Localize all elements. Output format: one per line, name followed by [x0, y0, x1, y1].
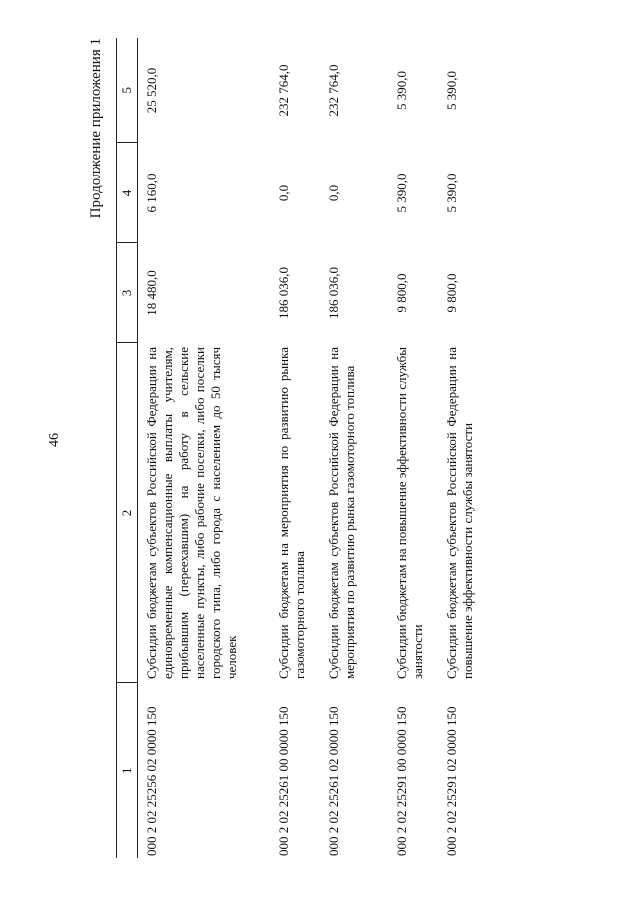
- description-cell: Субсидии бюджетам субъектов Российской Федерации на мероприятия по развитию рынка газомоторного топлива: [326, 347, 357, 679]
- value-cell-col5: 5 390,0: [394, 71, 409, 110]
- value-cell-col4: 5 390,0: [394, 173, 409, 213]
- page-number: 46: [47, 433, 62, 447]
- budget-code-cell: 000 2 02 25261 02 0000 150: [326, 706, 341, 856]
- value-cell-col4: 5 390,0: [444, 173, 459, 213]
- table-row: [320, 38, 388, 858]
- budget-code-cell: 000 2 02 25291 02 0000 150: [444, 706, 459, 856]
- value-cell-col4: 0,0: [276, 184, 291, 202]
- table-row: [138, 38, 271, 858]
- value-cell-col5: 5 390,0: [444, 71, 459, 110]
- table-row: [270, 38, 320, 858]
- table-row: [388, 38, 438, 858]
- rotated-page-content: [88, 38, 528, 858]
- description-cell: Субсидии бюджетам субъектов Российской Федерации на единовременные компенсационные выплаты учителям, прибывшим (переехавшим) на работу в сельские населенные пункты, либо рабочие поселки, либо поселки городского типа, либо города с населением до 50 тысяч человек: [144, 347, 239, 679]
- description-cell: Субсидии бюджетам на повышение эффективности службы занятости: [394, 347, 425, 679]
- value-cell-col3: 9 800,0: [444, 273, 459, 313]
- continuation-label: Продолжение приложения 1: [88, 38, 104, 219]
- value-cell-col3: 186 036,0: [276, 267, 291, 319]
- column-header: 2: [117, 343, 138, 683]
- value-cell-col3: 9 800,0: [394, 273, 409, 313]
- budget-code-cell: 000 2 02 25256 02 0000 150: [144, 706, 159, 856]
- column-header: 5: [117, 38, 138, 143]
- value-cell-col4: 0,0: [326, 184, 341, 202]
- column-header: 1: [117, 683, 138, 858]
- table-header-row: [117, 38, 138, 858]
- column-header: 3: [117, 243, 138, 343]
- value-cell-col3: 186 036,0: [326, 267, 341, 319]
- value-cell-col5: 232 764,0: [276, 64, 291, 117]
- budget-code-cell: 000 2 02 25291 00 0000 150: [394, 706, 409, 856]
- table-row: [438, 38, 506, 858]
- column-header: 4: [117, 143, 138, 243]
- value-cell-col3: 18 480,0: [144, 270, 159, 316]
- value-cell-col5: 25 520,0: [144, 67, 159, 114]
- budget-table: [116, 38, 506, 858]
- budget-code-cell: 000 2 02 25261 00 0000 150: [276, 706, 291, 856]
- value-cell-col5: 232 764,0: [326, 64, 341, 117]
- description-cell: Субсидии бюджетам на мероприятия по развитию рынка газомоторного топлива: [276, 347, 307, 679]
- description-cell: Субсидии бюджетам субъектов Российской Федерации на повышение эффективности службы занятости: [444, 347, 475, 679]
- value-cell-col4: 6 160,0: [144, 173, 159, 213]
